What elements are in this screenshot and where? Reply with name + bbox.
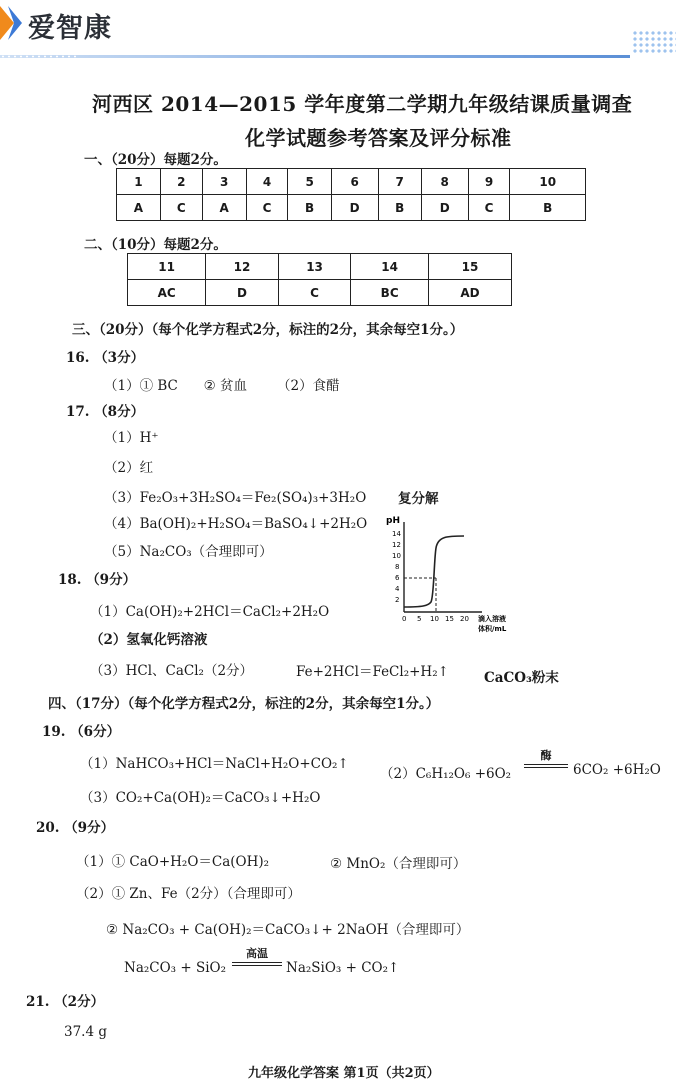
q20-condition: 高温	[246, 947, 268, 960]
q19-heading: 19. （6分）	[42, 724, 121, 740]
header-banner	[0, 0, 687, 62]
section2-heading: 二、（10分）每题2分。	[84, 237, 227, 253]
graph-ph-curve	[404, 536, 464, 607]
table-cell: 9	[468, 169, 510, 195]
table-cell: D	[331, 195, 378, 221]
table-cell: 5	[288, 169, 331, 195]
table-cell: B	[510, 195, 586, 221]
logo-icon	[0, 6, 22, 40]
table-cell: A	[117, 195, 161, 221]
q21-heading: 21. （2分）	[26, 994, 105, 1010]
graph-y-tick: 10	[392, 552, 401, 560]
graph-x-tick: 10	[430, 615, 439, 623]
table-cell: B	[378, 195, 421, 221]
table-cell: 15	[428, 254, 511, 280]
q18-answer-2: （2）氢氧化钙溶液	[90, 632, 208, 648]
q20-answer-1b: ② MnO₂（合理即可）	[330, 856, 467, 872]
q19-arrow	[524, 750, 568, 768]
table-cell: 6	[331, 169, 378, 195]
ph-titration-graph	[384, 510, 534, 650]
graph-x-tick: 15	[445, 615, 454, 623]
q19-condition: 酶	[540, 749, 552, 762]
q18-equation: Fe+2HCl＝FeCl₂+H₂↑	[296, 664, 449, 680]
graph-y-title: pH	[386, 516, 400, 526]
q17-answer-1: （1）H⁺	[104, 430, 159, 446]
table-cell: C	[160, 195, 202, 221]
section1-heading: 一、（20分）每题2分。	[84, 152, 227, 168]
q16-answer: （1）① BC ② 贫血 （2）食醋	[104, 378, 340, 394]
q20-heading: 20. （9分）	[36, 820, 115, 836]
q17-reaction-type: 复分解	[398, 491, 439, 507]
graph-y-tick: 2	[395, 596, 400, 604]
table-cell: C	[246, 195, 288, 221]
table-cell: 4	[246, 169, 288, 195]
q19-answer-1: （1）NaHCO₃+HCl＝NaCl+H₂O+CO₂↑	[80, 756, 349, 772]
q18-answer-3: （3）HCl、CaCl₂（2分）	[90, 663, 254, 679]
table-cell: 11	[128, 254, 206, 280]
graph-y-tick: 8	[395, 563, 400, 571]
table-row-numbers	[128, 254, 512, 280]
table-cell: 3	[202, 169, 246, 195]
table-row-answers	[117, 195, 586, 221]
brand-name: 爱智康	[28, 13, 112, 44]
q17-answer-2: （2）红	[104, 460, 154, 476]
table-cell: 14	[351, 254, 429, 280]
table-cell: AC	[128, 280, 206, 306]
q18-reagent: CaCO₃粉末	[484, 670, 559, 686]
table-cell: 1	[117, 169, 161, 195]
header-divider-dots	[0, 55, 80, 58]
decorative-dots	[632, 30, 676, 54]
table-cell: AD	[428, 280, 511, 306]
q20-answer-3: ② Na₂CO₃ + Ca(OH)₂＝CaCO₃↓+ 2NaOH（合理即可）	[106, 922, 470, 938]
q17-answer-4: （4）Ba(OH)₂+H₂SO₄＝BaSO₄↓+2H₂O	[104, 516, 368, 532]
page-footer: 九年级化学答案 第1页（共2页）	[248, 1066, 440, 1081]
q20-answer-4-left: Na₂CO₃ + SiO₂	[124, 960, 227, 976]
equals-arrow-icon	[232, 962, 282, 966]
table-cell: 7	[378, 169, 421, 195]
table-cell: B	[288, 195, 331, 221]
q17-heading: 17. （8分）	[66, 404, 145, 420]
section1-answer-table	[116, 168, 586, 221]
q18-answer-1: （1）Ca(OH)₂+2HCl＝CaCl₂+2H₂O	[90, 604, 330, 620]
graph-x-title: 滴入溶液	[478, 615, 506, 623]
q18-heading: 18. （9分）	[58, 572, 137, 588]
graph-y-tick: 12	[392, 541, 401, 549]
table-cell: C	[278, 280, 351, 306]
q20-answer-1: （1）① CaO+H₂O＝Ca(OH)₂	[76, 854, 270, 870]
table-cell: 12	[206, 254, 279, 280]
q20-arrow	[232, 948, 282, 966]
table-row-numbers	[117, 169, 586, 195]
table-cell: D	[421, 195, 468, 221]
table-cell: BC	[351, 280, 429, 306]
doc-title: 河西区 2014—2015 学年度第二学期九年级结课质量调查	[92, 92, 633, 116]
q20-answer-2: （2）① Zn、Fe（2分）（合理即可）	[76, 886, 301, 902]
graph-x-tick: 0	[402, 615, 407, 623]
q16-heading: 16. （3分）	[66, 350, 145, 366]
q17-answer-5: （5）Na₂CO₃（合理即可）	[104, 544, 273, 560]
q20-answer-4-right: Na₂SiO₃ + CO₂↑	[286, 960, 400, 976]
section4-heading: 四、（17分）（每个化学方程式2分，标注的2分，其余每空1分。）	[48, 696, 440, 712]
graph-x-tick: 5	[417, 615, 422, 623]
table-row-answers	[128, 280, 512, 306]
q21-answer: 37.4 g	[64, 1024, 107, 1040]
q19-answer-3: （3）CO₂+Ca(OH)₂＝CaCO₃↓+H₂O	[80, 790, 321, 806]
q17-answer-3: （3）Fe₂O₃+3H₂SO₄＝Fe₂(SO₄)₃+3H₂O	[104, 490, 367, 506]
table-cell: C	[468, 195, 510, 221]
table-cell: A	[202, 195, 246, 221]
graph-y-tick: 4	[395, 585, 400, 593]
graph-y-tick: 6	[395, 574, 400, 582]
equals-arrow-icon	[524, 764, 568, 768]
table-cell: 10	[510, 169, 586, 195]
graph-x-title-unit: 体积/mL	[478, 625, 507, 633]
q19-answer-2-left: （2）C₆H₁₂O₆ +6O₂	[380, 766, 512, 782]
q19-answer-2-right: 6CO₂ +6H₂O	[573, 762, 661, 778]
table-cell: D	[206, 280, 279, 306]
doc-subtitle: 化学试题参考答案及评分标准	[245, 126, 512, 150]
graph-y-tick: 14	[392, 530, 401, 538]
table-cell: 8	[421, 169, 468, 195]
section3-heading: 三、（20分）（每个化学方程式2分，标注的2分，其余每空1分。）	[72, 322, 464, 338]
table-cell: 13	[278, 254, 351, 280]
graph-x-tick: 20	[460, 615, 469, 623]
table-cell: 2	[160, 169, 202, 195]
header-divider	[0, 55, 630, 58]
section2-answer-table	[127, 253, 512, 306]
